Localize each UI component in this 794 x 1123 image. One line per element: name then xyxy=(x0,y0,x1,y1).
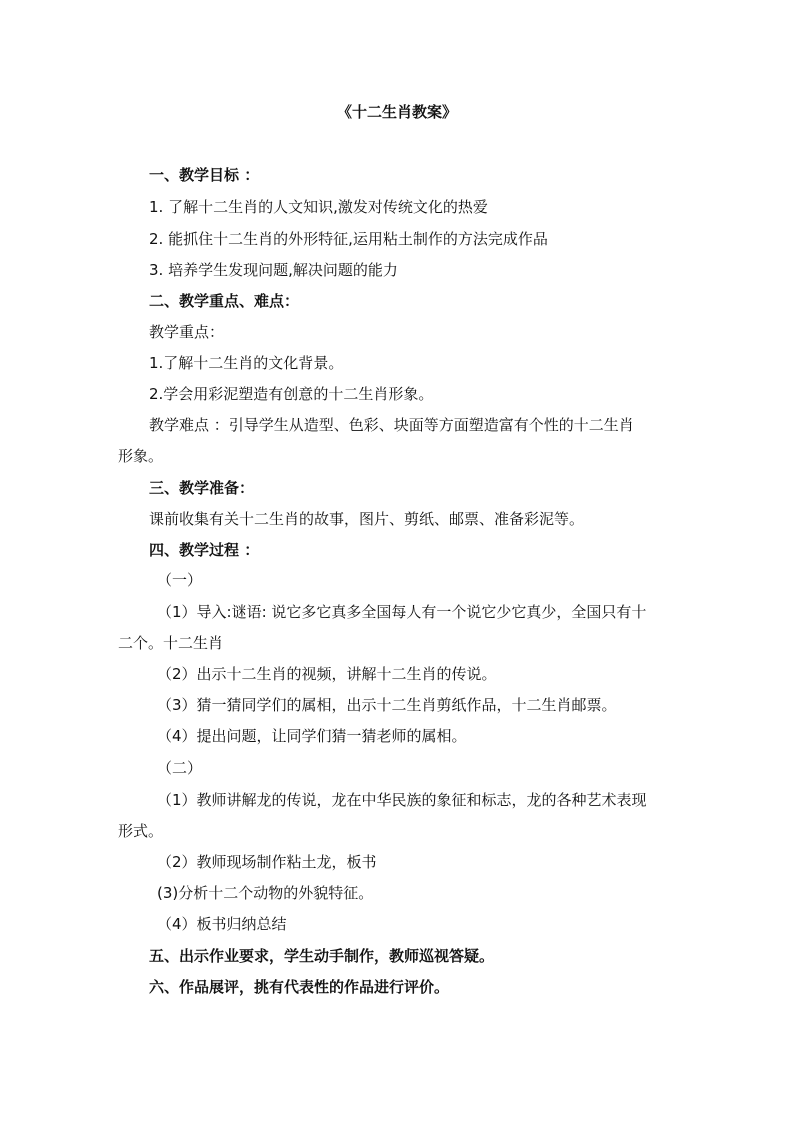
process-item: （1）教师讲解龙的传说，龙在中华民族的象征和标志，龙的各种艺术表现 xyxy=(157,791,647,809)
document-title: 《十二生肖教案》 xyxy=(336,103,457,121)
objective-item: 1. 了解十二生肖的人文知识,激发对传统文化的热爱 xyxy=(149,198,488,216)
difficulty-text: 教学难点 ：引导学生从造型、色彩、块面等方面塑造富有个性的十二生肖 xyxy=(149,416,634,434)
process-item: （1）导入:谜语: 说它多它真多全国每人有一个说它少它真少，全国只有十 xyxy=(157,603,647,621)
process-item: （2）教师现场制作粘土龙，板书 xyxy=(157,853,377,871)
process-item: （3）猜一猜同学们的属相，出示十二生肖剪纸作品，十二生肖邮票。 xyxy=(157,696,617,714)
process-item: （4）板书归纳总结 xyxy=(157,915,287,933)
objective-item: 2. 能抓住十二生肖的外形特征,运用粘土制作的方法完成作品 xyxy=(149,230,548,248)
process-part-label: （一） xyxy=(157,571,203,589)
key-point-item: 2.学会用彩泥塑造有创意的十二生肖形象。 xyxy=(149,385,434,403)
key-points-label: 教学重点： xyxy=(149,323,225,341)
process-item: (3)分析十二个动物的外貌特征。 xyxy=(157,884,374,902)
section-heading-process: 四、教学过程 ： xyxy=(149,541,260,559)
preparation-text: 课前收集有关十二生肖的故事，图片、剪纸、邮票、准备彩泥等。 xyxy=(149,510,585,528)
process-item-continued: 形式。 xyxy=(118,822,164,840)
section-heading-key-points: 二、教学重点、难点： xyxy=(149,292,300,310)
objective-item: 3. 培养学生发现问题,解决问题的能力 xyxy=(149,261,398,279)
process-part-label: （二） xyxy=(157,759,203,777)
section-heading-assignment: 五、出示作业要求，学生动手制作，教师巡视答疑。 xyxy=(149,947,495,965)
section-heading-evaluation: 六、作品展评，挑有代表性的作品进行评价。 xyxy=(149,978,450,996)
process-item: （4）提出问题，让同学们猜一猜老师的属相。 xyxy=(157,727,467,745)
section-heading-objectives: 一、教学目标 ： xyxy=(149,166,260,184)
section-heading-preparation: 三、教学准备： xyxy=(149,479,255,497)
process-item-continued: 二个。十二生肖 xyxy=(118,634,224,652)
key-point-item: 1.了解十二生肖的文化背景。 xyxy=(149,354,344,372)
difficulty-text-continued: 形象。 xyxy=(118,447,164,465)
process-item: （2）出示十二生肖的视频，讲解十二生肖的传说。 xyxy=(157,665,497,683)
